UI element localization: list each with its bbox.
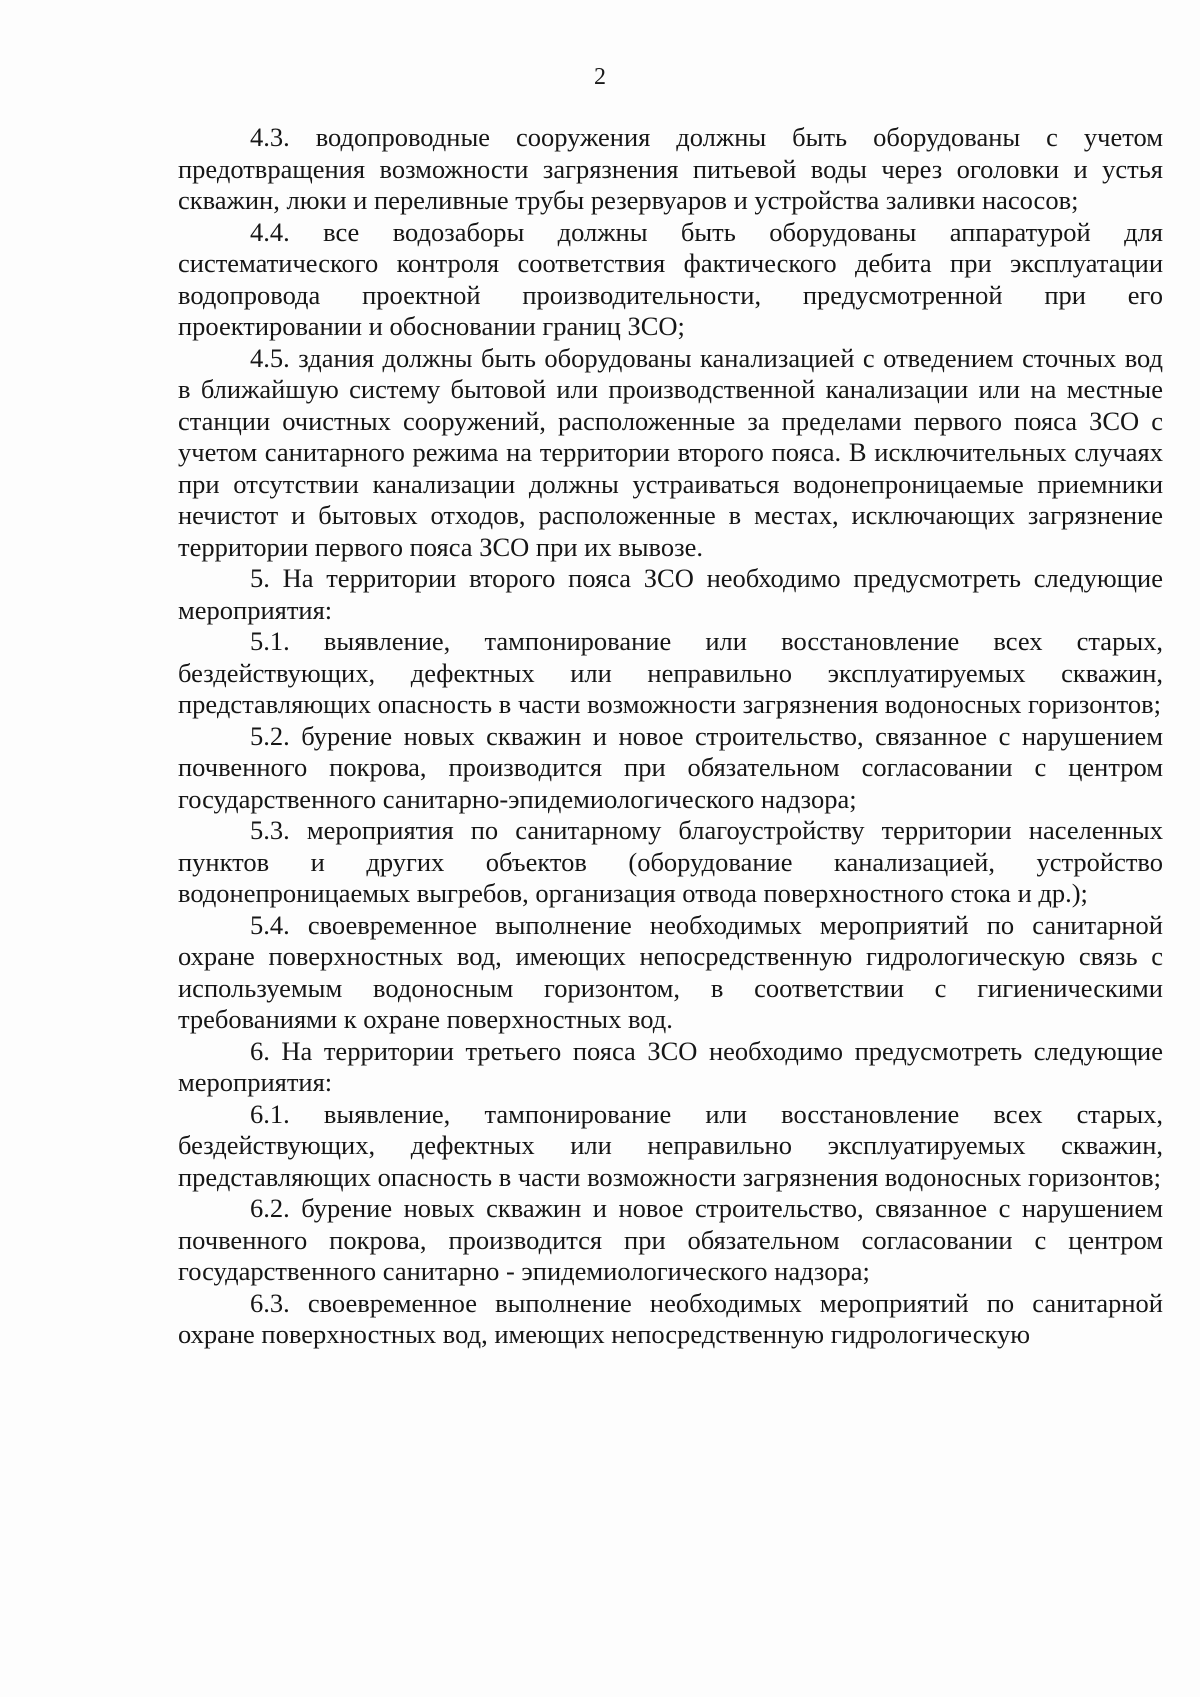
paragraph-4-5: 4.5. здания должны быть оборудованы канализацией с отведением сточных вод в ближайшую систему бытовой или производственной канализации или на местные станции очистных сооружений, расположенные за пределами первого пояса ЗСО с учетом санитарного режима на территории второго пояса. В исключительных случаях при отсутствии канализации должны устраиваться водонепроницаемые приемники нечистот и бытовых отходов, расположенные в местах, исключающих загрязнение территории первого пояса ЗСО при их вывозе. bbox=[178, 342, 1163, 562]
paragraph-4-3: 4.3. водопроводные сооружения должны быть оборудованы с учетом предотвращения возможности загрязнения питьевой воды через оголовки и устья скважин, люки и переливные трубы резервуаров и устройства заливки насосов; bbox=[178, 122, 1163, 215]
paragraph-4-4: 4.4. все водозаборы должны быть оборудованы аппаратурой для систематического контроля соответствия фактического дебита при эксплуатации водопровода проектной производительности, предусмотренной при его проектировании и обосновании границ ЗСО; bbox=[178, 216, 1163, 341]
paragraph-6: 6. На территории третьего пояса ЗСО необходимо предусмотреть следующие мероприятия: bbox=[178, 1035, 1163, 1097]
paragraph-6-2: 6.2. бурение новых скважин и новое строительство, связанное с нарушением почвенного покрова, производится при обязательном согласовании с центром государственного санитарно - эпидемиологического надзора; bbox=[178, 1193, 1163, 1286]
page-number: 2 bbox=[594, 64, 606, 90]
paragraph-5-4: 5.4. своевременное выполнение необходимых мероприятий по санитарной охране поверхностных вод, имеющих непосредственную гидрологическую связь с используемым водоносным горизонтом, в соответствии с гигиеническими требованиями к охране поверхностных вод. bbox=[178, 909, 1163, 1034]
paragraph-5: 5. На территории второго пояса ЗСО необходимо предусмотреть следующие мероприятия: bbox=[178, 563, 1163, 625]
paragraph-5-2: 5.2. бурение новых скважин и новое строительство, связанное с нарушением почвенного покрова, производится при обязательном согласовании с центром государственного санитарно-эпидемиологического надзора; bbox=[178, 720, 1163, 814]
paragraph-6-3: 6.3. своевременное выполнение необходимых мероприятий по санитарной охране поверхностных вод, имеющих непосредственную гидрологическую bbox=[178, 1287, 1163, 1349]
document-body bbox=[178, 122, 1163, 1351]
paragraph-6-1: 6.1. выявление, тампонирование или восстановление всех старых, бездействующих, дефектных или неправильно эксплуатируемых скважин, представляющих опасность в части возможности загрязнения водоносных горизонтов; bbox=[178, 1098, 1163, 1192]
paragraph-5-1: 5.1. выявление, тампонирование или восстановление всех старых, бездействующих, дефектных или неправильно эксплуатируемых скважин, представляющих опасность в части возможности загрязнения водоносных горизонтов; bbox=[178, 626, 1163, 719]
paragraph-5-3: 5.3. мероприятия по санитарному благоустройству территории населенных пунктов и других объектов (оборудование канализацией, устройство водонепроницаемых выгребов, организация отвода поверхностного стока и др.); bbox=[178, 815, 1163, 908]
